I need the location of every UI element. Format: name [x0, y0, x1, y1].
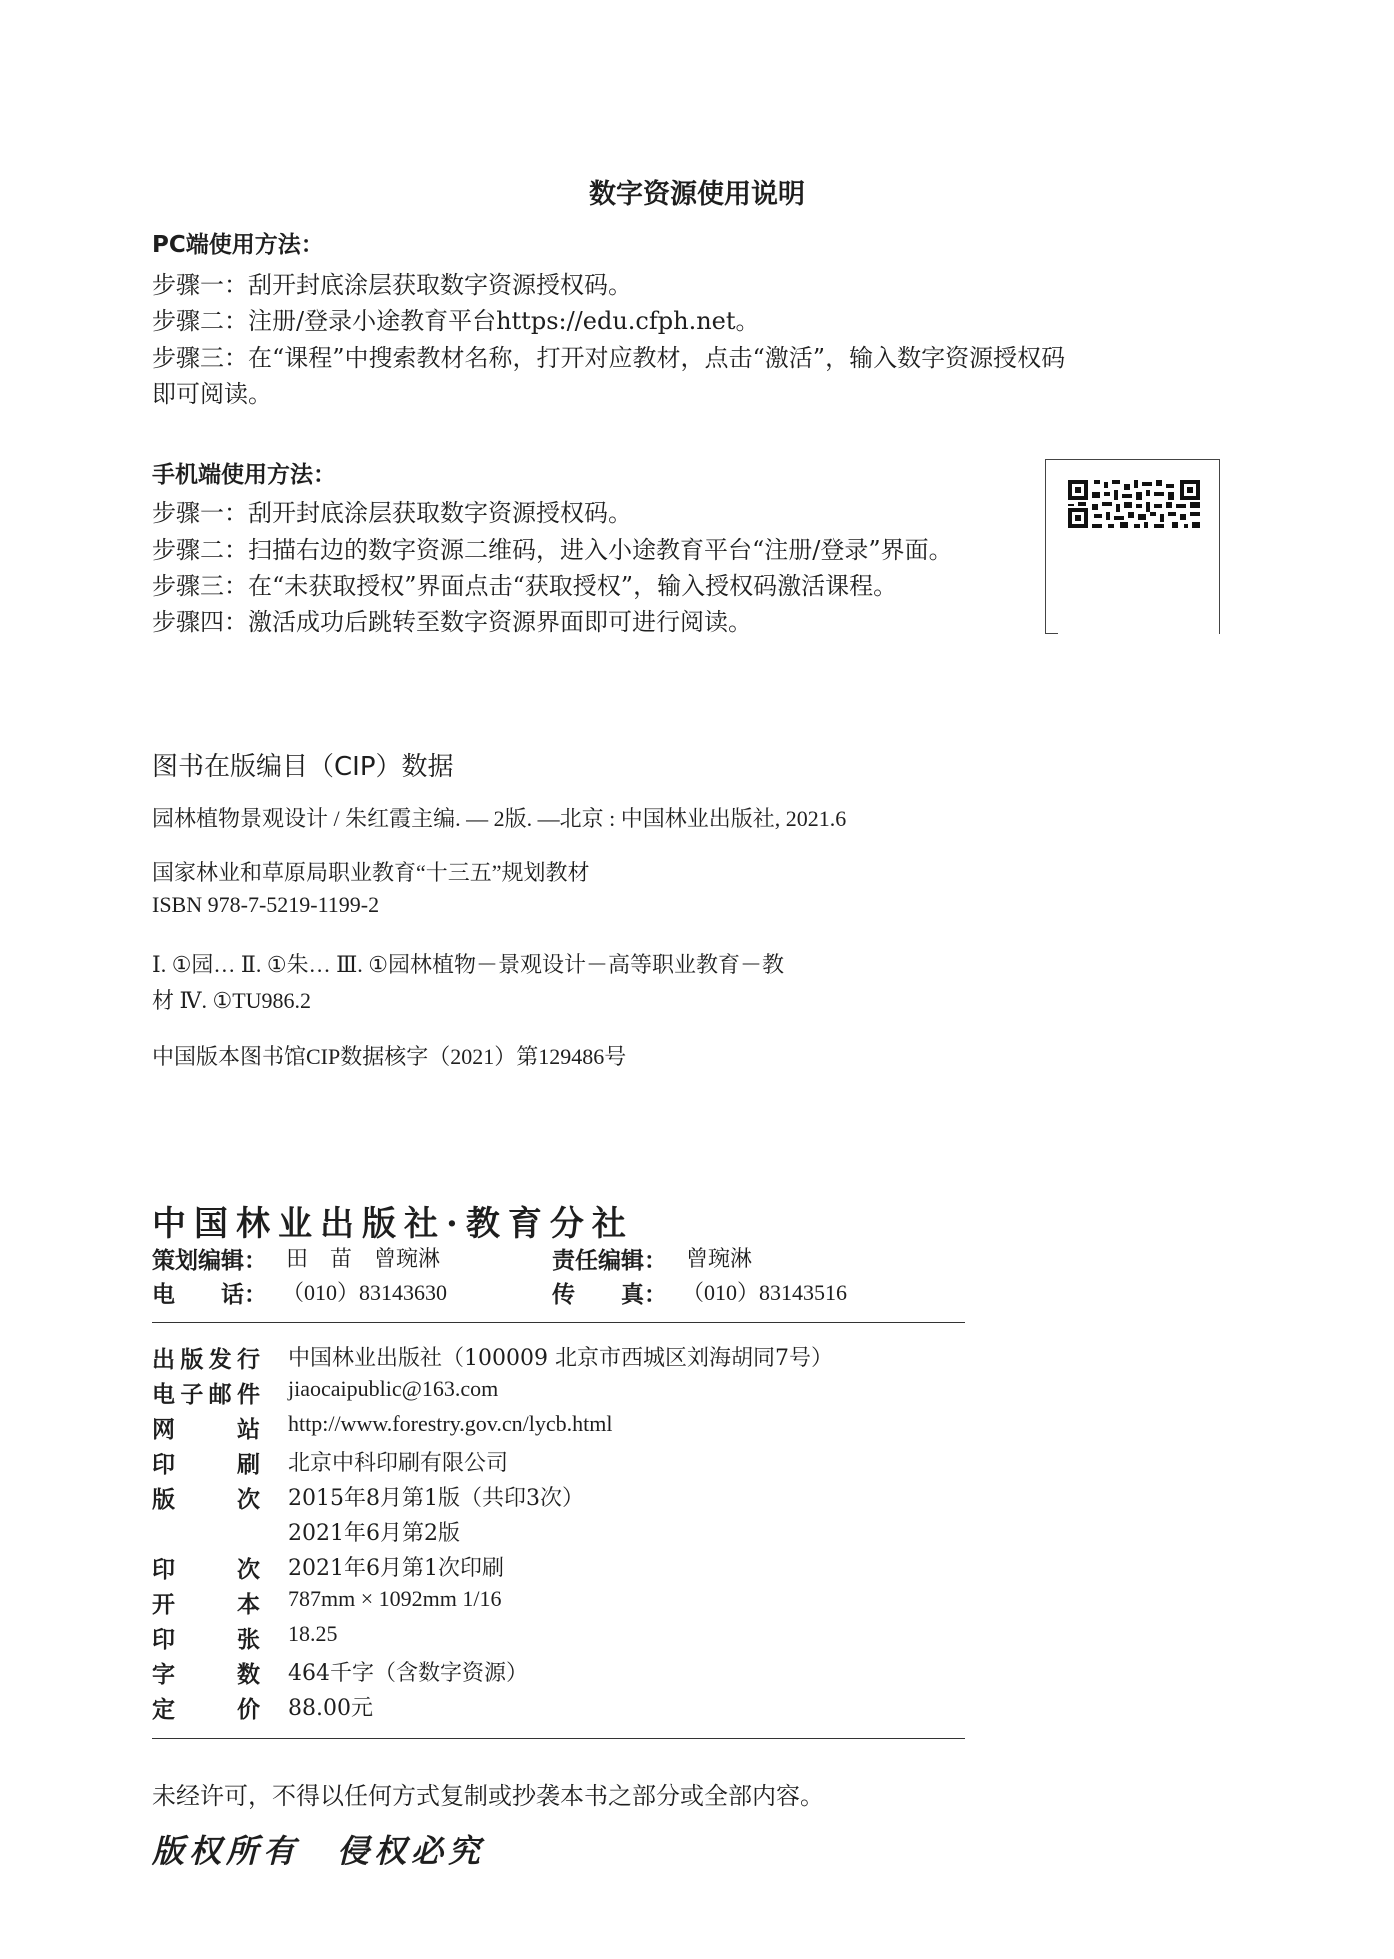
phone-label: 电 话：	[152, 1282, 267, 1308]
qr-code-frame	[1045, 459, 1220, 634]
planning-editor-value: 田 苗 曾琬淋	[286, 1247, 441, 1272]
info-label-website: 网 站	[152, 1417, 260, 1443]
cip-isbn: ISBN 978-7-5219-1199-2	[152, 892, 380, 917]
pc-usage-heading: PC端使用方法：	[152, 232, 324, 258]
divider	[152, 1322, 965, 1323]
info-value-sheets: 18.25	[288, 1621, 338, 1646]
pc-step-2: 步骤二：注册/登录小途教育平台https://edu.cfph.net。	[152, 307, 760, 335]
cip-record-number: 中国版本图书馆CIP数据核字（2021）第129486号	[152, 1044, 627, 1069]
rights-reserved: 版权所有 侵权必究	[152, 1832, 486, 1870]
mobile-step-1: 步骤一：刮开封底涂层获取数字资源授权码。	[152, 499, 632, 527]
info-value-format: 787mm × 1092mm 1/16	[288, 1586, 502, 1611]
info-label-word-count: 字 数	[152, 1662, 260, 1688]
cip-heading: 图书在版编目（CIP）数据	[152, 752, 454, 782]
mobile-step-2: 步骤二：扫描右边的数字资源二维码，进入小途教育平台“注册/登录”界面。	[152, 536, 953, 564]
info-label-price: 定 价	[152, 1697, 260, 1723]
info-label-format: 开 本	[152, 1592, 260, 1618]
info-label-email: 电子邮件	[152, 1382, 260, 1408]
mobile-step-3: 步骤三：在“未获取授权”界面点击“获取授权”，输入授权码激活课程。	[152, 572, 898, 600]
phone-value: （010）83143630	[282, 1280, 448, 1305]
info-value-edition-second: 2021年6月第2版	[288, 1521, 460, 1546]
publisher-brand: 中国林业出版社·教育分社	[152, 1204, 634, 1244]
info-label-printing: 印 次	[152, 1557, 260, 1583]
fax-value: （010）83143516	[682, 1280, 848, 1305]
info-label-publisher: 出版发行	[152, 1347, 260, 1373]
info-label-printer: 印 刷	[152, 1452, 260, 1478]
cip-title-line: 园林植物景观设计 / 朱红霞主编. — 2版. —北京 : 中国林业出版社, 2021.6	[152, 806, 847, 831]
info-label-sheets: 印 张	[152, 1627, 260, 1653]
mobile-step-4: 步骤四：激活成功后跳转至数字资源界面即可进行阅读。	[152, 608, 752, 636]
pc-step-3: 步骤三：在“课程”中搜索教材名称，打开对应教材，点击“激活”，输入数字资源授权码	[152, 344, 1066, 372]
cip-series-line: 国家林业和草原局职业教育“十三五”规划教材	[152, 860, 590, 885]
info-value-word-count: 464千字（含数字资源）	[288, 1661, 528, 1686]
cip-classification-line: Ⅰ. ①园… Ⅱ. ①朱… Ⅲ. ①园林植物－景观设计－高等职业教育－教	[152, 952, 785, 977]
pc-step-3-continued: 即可阅读。	[152, 380, 272, 408]
planning-editor-label: 策划编辑：	[152, 1248, 267, 1274]
divider	[152, 1738, 965, 1739]
pc-step-1: 步骤一：刮开封底涂层获取数字资源授权码。	[152, 271, 632, 299]
cip-classification-continued: 材 Ⅳ. ①TU986.2	[152, 988, 312, 1013]
copyright-notice: 未经许可，不得以任何方式复制或抄袭本书之部分或全部内容。	[152, 1782, 824, 1810]
responsible-editor-label: 责任编辑：	[552, 1248, 667, 1274]
qr-code-icon[interactable]	[1068, 480, 1200, 528]
info-value-website: http://www.forestry.gov.cn/lycb.html	[288, 1411, 613, 1436]
info-label-edition: 版 次	[152, 1487, 260, 1513]
info-value-email: jiaocaipublic@163.com	[288, 1376, 499, 1401]
responsible-editor-value: 曾琬淋	[686, 1247, 753, 1272]
fax-label: 传 真：	[552, 1282, 667, 1308]
info-value-edition: 2015年8月第1版（共印3次）	[288, 1486, 584, 1511]
info-value-printing: 2021年6月第1次印刷	[288, 1556, 504, 1581]
info-value-publisher: 中国林业出版社（100009 北京市西城区刘海胡同7号）	[288, 1346, 833, 1371]
mobile-usage-heading: 手机端使用方法：	[152, 462, 336, 488]
info-value-price: 88.00元	[288, 1696, 373, 1721]
page-title: 数字资源使用说明	[589, 179, 805, 210]
info-value-printer: 北京中科印刷有限公司	[288, 1451, 509, 1476]
